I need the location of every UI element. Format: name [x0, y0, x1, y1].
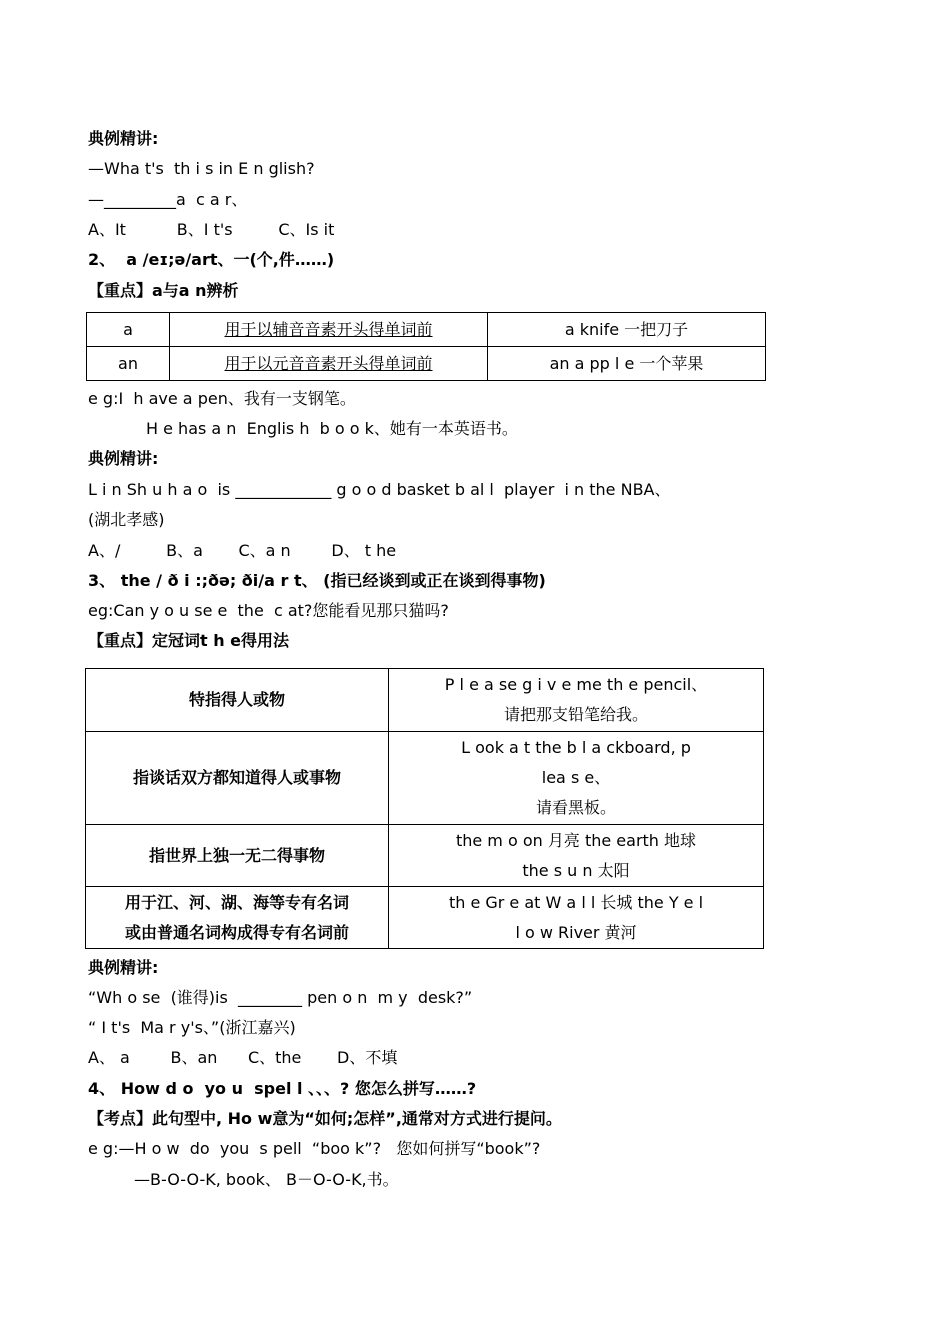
table-row	[87, 313, 766, 347]
example-title-3: 典例精讲:	[88, 958, 159, 977]
the-usage-table	[85, 668, 764, 949]
table-cell-example	[389, 669, 764, 732]
example-line: th e Gr e at W a l l 长城 the Y e l	[448, 892, 704, 912]
section-2-example-1: e g:I h ave a pen、我有一支钢笔。	[88, 389, 356, 408]
table-cell-use: 指谈话双方都知道得人或事物	[86, 732, 389, 825]
example-line: the m o on 月亮 the earth 地球	[455, 830, 697, 850]
use-line: 用于江、河、湖、海等专有名词	[124, 892, 349, 912]
example-options-1: A、It B、I t's C、Is it	[88, 220, 335, 239]
example-title-2: 典例精讲:	[88, 449, 159, 468]
table-cell-example	[389, 887, 764, 949]
use-line: 或由普通名词构成得专有名词前	[124, 922, 349, 942]
table-cell-rule: 用于以辅音音素开头得单词前	[170, 313, 488, 347]
section-3-focus: 【重点】定冠词t h e得用法	[88, 631, 290, 650]
section-4-example-2: —B-O-O-K, book、 B－O-O-K,书。	[134, 1170, 399, 1189]
table-cell-example: a knife 一把刀子	[488, 313, 766, 347]
section-3-example: eg:Can y o u se e the c at?您能看见那只猫吗?	[88, 601, 449, 620]
section-4-focus: 【考点】此句型中, Ho w意为“如何;怎样”,通常对方式进行提问。	[88, 1109, 562, 1128]
table-cell-word: a	[87, 313, 170, 347]
table-cell-word: an	[87, 347, 170, 381]
example-line: l o w River 黄河	[515, 922, 637, 942]
example-line: lea s e、	[541, 768, 611, 787]
table-cell-rule: 用于以元音音素开头得单词前	[170, 347, 488, 381]
section-3-heading: 3、 the / ð i :;ðə; ði/a r t、 (指已经谈到或正在谈到得事物)	[88, 571, 546, 590]
table-row	[86, 669, 764, 732]
table-cell-use: 指世界上独一无二得事物	[86, 825, 389, 887]
table-cell-example: an a pp l e 一个苹果	[488, 347, 766, 381]
example-options-3: A、 a B、an C、the D、不填	[88, 1048, 398, 1067]
table-row	[87, 347, 766, 381]
section-2-example-2: H e has a n Englis h b o o k、她有一本英语书。	[146, 419, 518, 438]
section-2-focus: 【重点】a与a n辨析	[88, 281, 239, 300]
table-row	[86, 732, 764, 825]
example-question-line-1: —Wha t's th i s in E n glish?	[88, 159, 315, 178]
table-cell-use: 特指得人或物	[86, 669, 389, 732]
table-cell-example	[389, 732, 764, 825]
section-2-heading: 2、 a /eɪ;ə/art、一(个,件……)	[88, 250, 335, 269]
example-question-source: (湖北孝感)	[88, 510, 165, 529]
table-row	[86, 887, 764, 949]
example-question-line-2: “ I t's Ma r y's、”(浙江嘉兴)	[88, 1018, 296, 1037]
example-line: L ook a t the b l a ckboard, p	[461, 738, 691, 757]
table-row	[86, 825, 764, 887]
a-an-table	[86, 312, 766, 381]
example-question-line-1: L i n Sh u h a o is ____________ g o o d basket b al l player i n the NBA、	[88, 480, 671, 499]
example-line: the s u n 太阳	[522, 860, 630, 880]
table-cell-use	[86, 887, 389, 949]
example-line: P l e a se g i v e me th e pencil、	[444, 675, 708, 694]
example-title-1: 典例精讲:	[88, 129, 159, 148]
example-line: 请把那支铅笔给我。	[503, 705, 648, 724]
section-4-example-1: e g:—H o w do you s pell “boo k”? 您如何拼写“book”?	[88, 1139, 541, 1158]
example-options-2: A、/ B、a C、a n D、 t he	[88, 541, 397, 560]
example-question-line-2: —_________a c a r、	[88, 190, 248, 209]
section-4-heading: 4、 How d o yo u spel l 、、、? 您怎么拼写……?	[88, 1079, 477, 1098]
example-line: 请看黑板。	[535, 798, 616, 817]
table-cell-example	[389, 825, 764, 887]
example-question-line-1: “Wh o se (谁得)is ________ pen o n m y desk?”	[88, 988, 473, 1007]
